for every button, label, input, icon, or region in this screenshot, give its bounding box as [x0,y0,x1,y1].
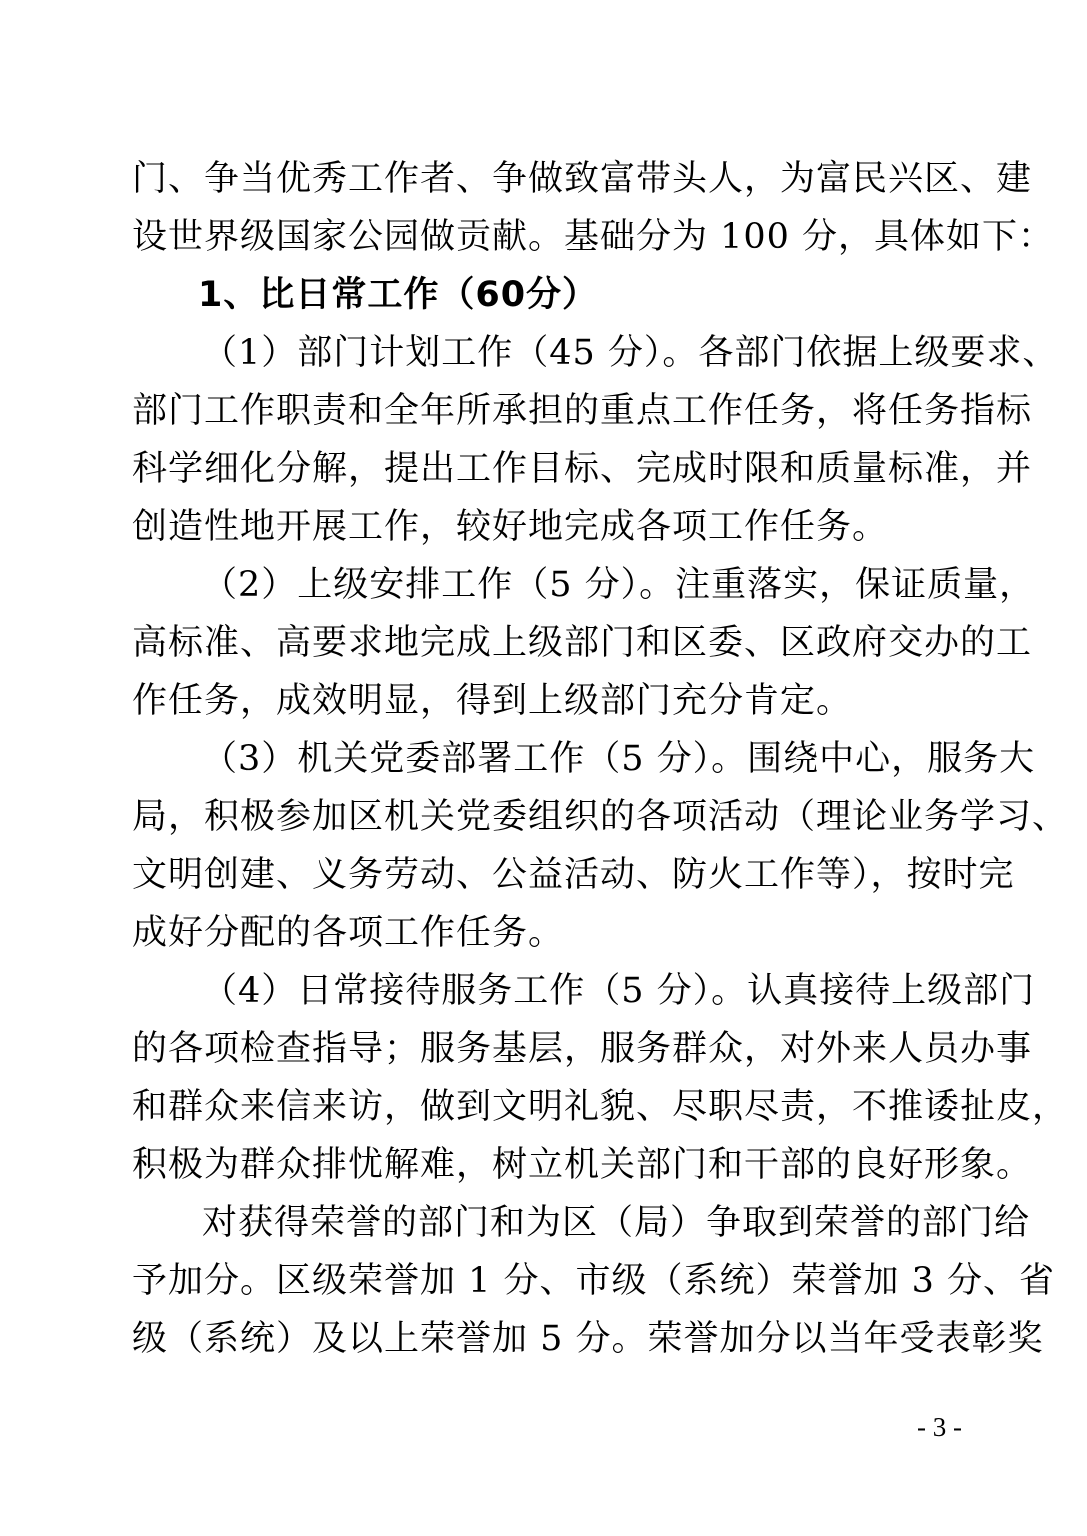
text-line: （3）机关党委部署工作（5 分）。围绕中心，服务大 [202,739,1036,779]
text-line: 的各项检查指导；服务基层，服务群众，对外来人员办事 [132,1029,1033,1069]
text-line: （2）上级安排工作（5 分）。注重落实，保证质量， [202,565,1036,605]
text-line: （1）部门计划工作（45 分）。各部门依据上级要求、 [202,333,1059,373]
text-line: 科学细化分解，提出工作目标、完成时限和质量标准，并 [132,449,1033,489]
text-line: 创造性地开展工作，较好地完成各项工作任务。 [132,507,889,547]
text-line: 门、争当优秀工作者、争做致富带头人，为富民兴区、建 [132,159,1033,199]
text-line: 成好分配的各项工作任务。 [132,913,565,953]
text-line: 局，积极参加区机关党委组织的各项活动（理论业务学习、 [132,797,1069,837]
text-line: 级（系统）及以上荣誉加 5 分。荣誉加分以当年受表彰奖 [132,1319,1044,1359]
text-line: 对获得荣誉的部门和为区（局）争取到荣誉的部门给 [202,1203,1031,1243]
body-text [132,150,1069,1368]
section-heading: 1、比日常工作（60分） [198,275,599,315]
text-line: 和群众来信来访，做到文明礼貌、尽职尽责，不推诿扯皮， [132,1087,1069,1127]
text-line: 部门工作职责和全年所承担的重点工作任务，将任务指标 [132,391,1033,431]
text-line: 作任务，成效明显，得到上级部门充分肯定。 [132,681,853,721]
text-line: 设世界级国家公园做贡献。基础分为 100 分，具体如下： [132,217,1055,257]
text-line: 高标准、高要求地完成上级部门和区委、区政府交办的工 [132,623,1033,663]
text-line: （4）日常接待服务工作（5 分）。认真接待上级部门 [202,971,1036,1011]
page-number: - 3 - [917,1412,962,1442]
text-line: 文明创建、义务劳动、公益活动、防火工作等），按时完 [132,855,1015,895]
text-line: 予加分。区级荣誉加 1 分、市级（系统）荣誉加 3 分、省 [132,1261,1056,1301]
text-line: 积极为群众排忧解难，树立机关部门和干部的良好形象。 [132,1145,1033,1185]
